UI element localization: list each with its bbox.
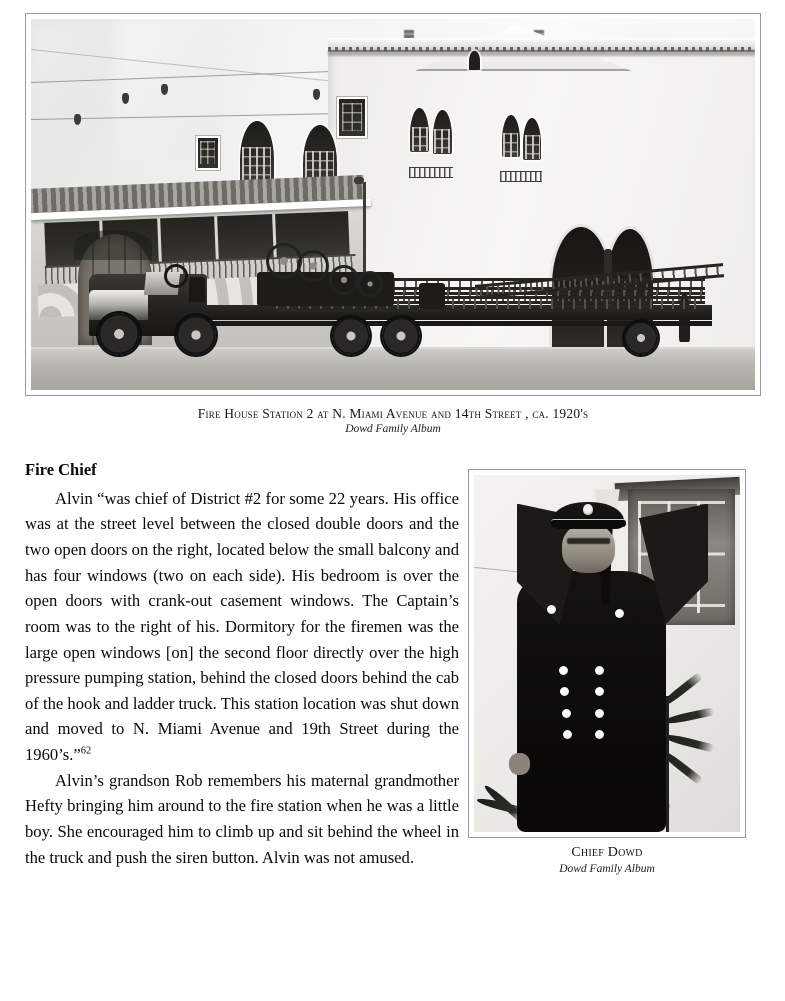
firehouse-photo-caption: [25, 406, 761, 436]
trailer-wheel-rear: [382, 317, 420, 355]
caption-credit: Dowd Family Album: [345, 422, 441, 435]
arched-casement-window: [433, 110, 452, 154]
square-window: [339, 99, 365, 136]
square-window: [198, 138, 218, 168]
hook-and-ladder-fire-truck: [89, 240, 712, 355]
section-heading: Fire Chief: [25, 460, 97, 479]
cornice-shadow: [328, 50, 755, 56]
arched-window-tall: [240, 121, 274, 183]
firehouse-photograph: [25, 13, 761, 396]
hoist-wheel: [329, 265, 359, 295]
caption-title: Fire House Station 2 at N. Miami Avenue and 14th Street , ca. 1920's: [197, 406, 589, 421]
article-body: [25, 460, 761, 870]
window-balconette-rail: [500, 171, 542, 182]
firehouse-photo-plate: [31, 19, 755, 390]
street-pavement: [31, 349, 755, 390]
truck-rear-wheel: [176, 315, 216, 355]
attic-vent: [469, 51, 480, 70]
trailer-wheel-front: [332, 317, 370, 355]
truck-front-wheel: [98, 313, 140, 355]
lamp-post-head: [354, 177, 364, 184]
paragraph-text: Alvin “was chief of District #2 for some 22 years. His office was at the street level between the closed double doors and the two open doors on the right, located below the small balcony and has four windows (two on each side). His bedroom is over the open doors with crank-out casement windows. The Captain’s room was to the right of his. Dormitory for the firemen was the large open windows [on] the second floor directly over the high pressure pumping station, behind the closed doors behind the cab of the hook and ladder truck. This station location was shut down and moved to N. Miami Avenue and 19th Street during the 1960’s.”: [25, 488, 459, 765]
caption-credit: Dowd Family Album: [559, 862, 655, 875]
caption-title: Chief Dowd: [571, 845, 643, 860]
firehouse-scene: [31, 19, 755, 390]
driver-seat: [189, 277, 205, 302]
arched-casement-window: [502, 115, 520, 157]
paragraph-text: Alvin’s grandson Rob remembers his maternal grandmother Hefty bringing him around to the fire station when he was a little boy. She encouraged him to climb up and sit behind the wheel in the truck and push the siren button. Alvin was not amused.: [25, 770, 459, 867]
hoist-wheel: [357, 271, 383, 297]
equipment-box: [419, 283, 445, 308]
wire-insulator: [122, 93, 129, 104]
portrait-text-wrap-spacer: [459, 460, 761, 852]
footnote-marker: 62: [80, 745, 92, 757]
tiller-wheel: [624, 321, 658, 355]
steering-wheel: [164, 264, 188, 288]
window-balconette-rail: [409, 167, 453, 178]
